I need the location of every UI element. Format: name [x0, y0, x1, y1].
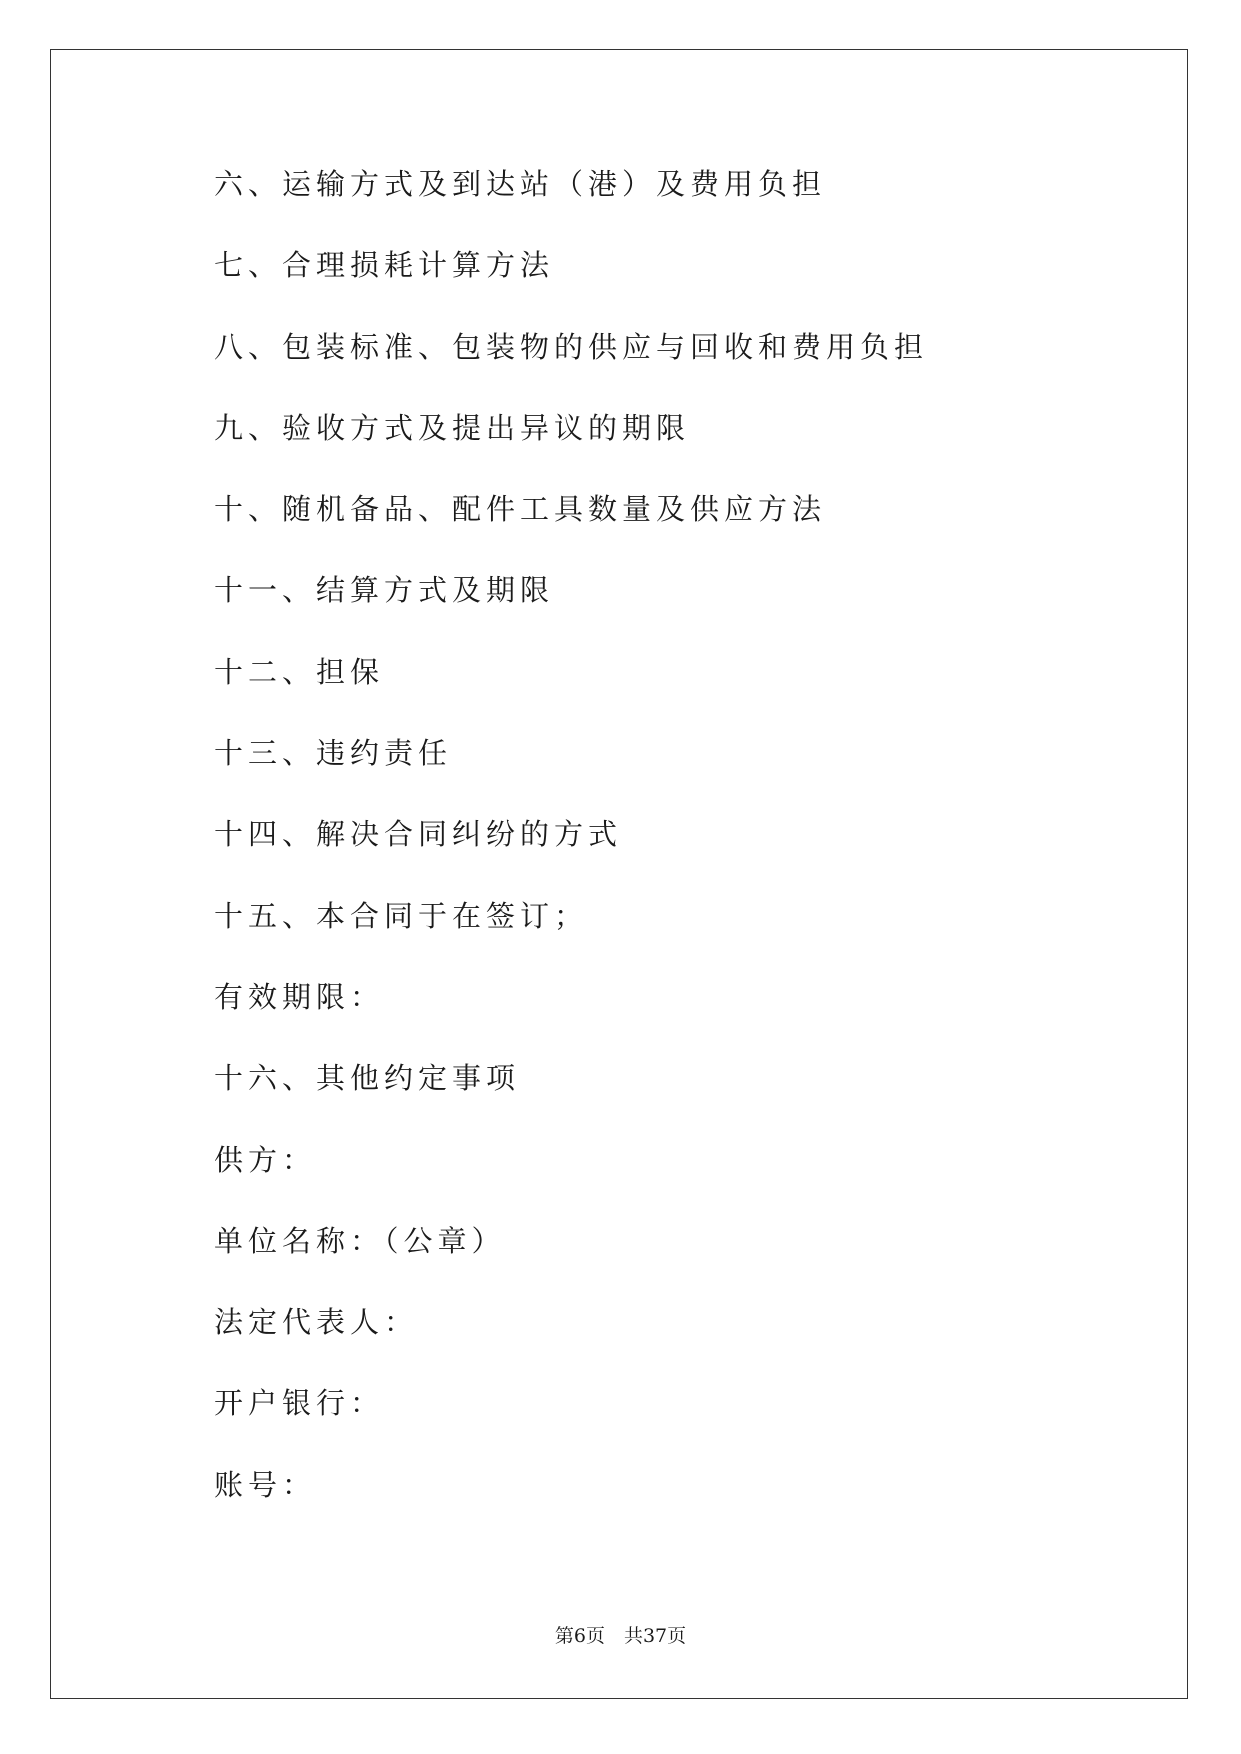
bank-field: 开户银行：: [214, 1386, 385, 1421]
clause-breach: 十三、违约责任: [214, 736, 453, 771]
company-name-field: 单位名称：（公章）: [214, 1223, 506, 1258]
supplier-label: 供方：: [214, 1142, 317, 1177]
document-body: [214, 166, 1114, 1548]
clause-acceptance: 九、验收方式及提出异议的期限: [214, 410, 691, 445]
clause-spare-parts: 十、随机备品、配件工具数量及供应方法: [214, 492, 827, 527]
legal-representative-field: 法定代表人：: [214, 1305, 419, 1340]
clause-settlement: 十一、结算方式及期限: [214, 573, 555, 608]
clause-signing: 十五、本合同于在签订；: [214, 898, 589, 933]
account-number-field: 账号：: [214, 1467, 317, 1502]
validity-period: 有效期限：: [214, 979, 385, 1014]
clause-transport: 六、运输方式及到达站（港）及费用负担: [214, 167, 827, 201]
clause-loss-calculation: 七、合理损耗计算方法: [214, 248, 555, 283]
clause-packaging: 八、包装标准、包装物的供应与回收和费用负担: [214, 329, 929, 364]
clause-guarantee: 十二、担保: [214, 654, 385, 689]
clause-other: 十六、其他约定事项: [214, 1061, 521, 1096]
page-number: 第6页 共37页: [554, 1625, 687, 1647]
clause-dispute: 十四、解决合同纠纷的方式: [214, 817, 623, 852]
